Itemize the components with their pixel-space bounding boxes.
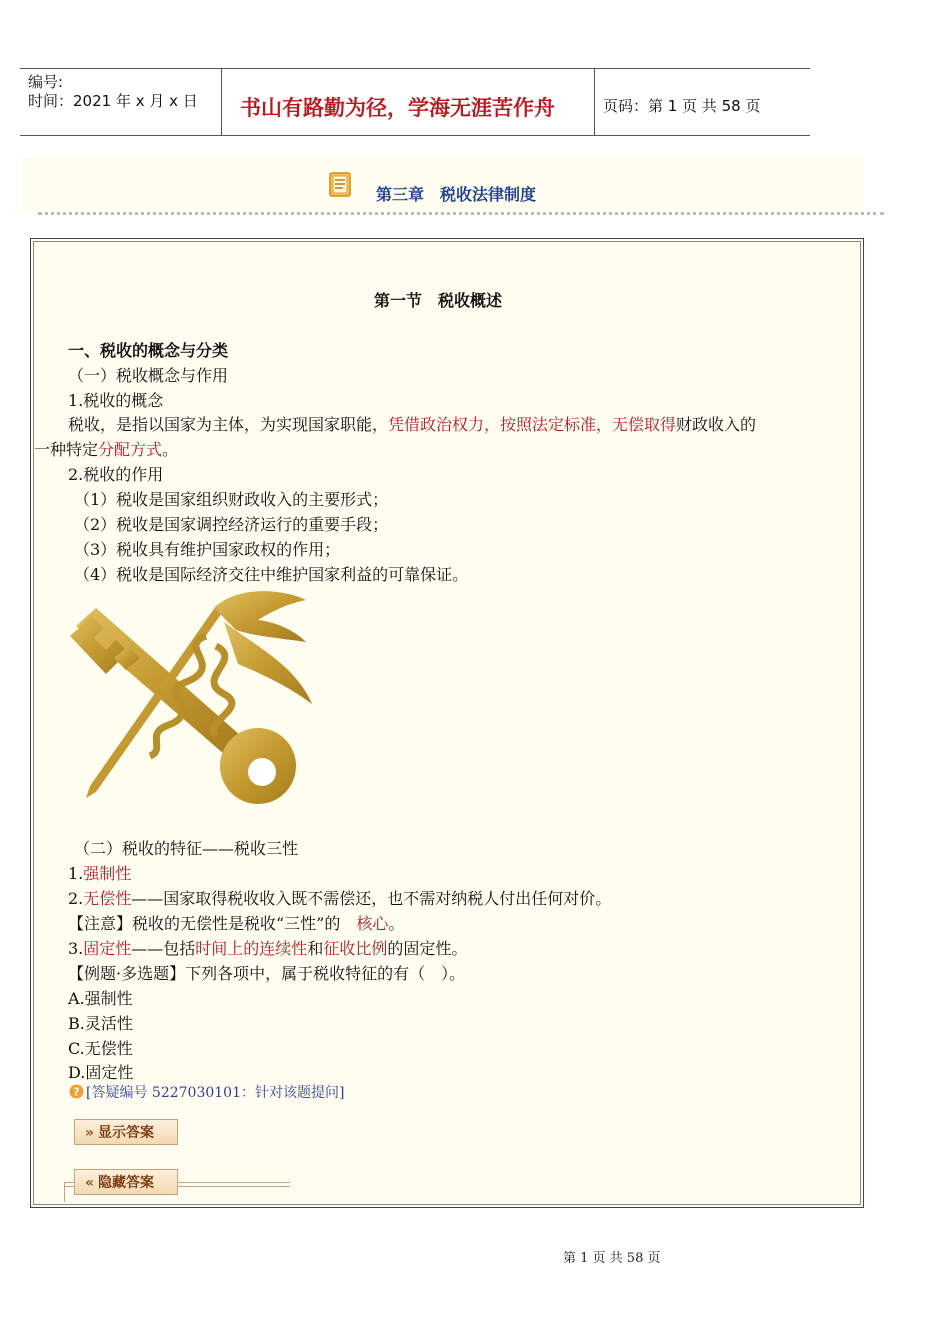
page-footer: 第 1 页 共 58 页 [563,1251,661,1266]
double-chevron-right-icon: » [85,1125,95,1141]
question-mark-icon[interactable] [69,1084,84,1099]
hide-answer-label: 隐藏答案 [98,1175,155,1191]
svg-text:?: ? [73,1085,80,1099]
header-top-border [20,68,810,69]
feature-1 [68,863,131,885]
option-item: D.固定性 [68,1063,134,1082]
role-item: （3）税收具有维护国家政权的作用； [74,540,341,559]
chapter-title: 第三章 税收法律制度 [376,185,537,204]
feature-3 [68,938,467,960]
concept-text-a: 税收，是指以国家为主体，为实现国家职能， [68,415,389,434]
concept-number: 1.税收的概念 [68,391,164,410]
page-info: 页码：第 1 页 共 58 页 [603,97,761,115]
note-text-b: 。 [388,914,405,933]
option-item: B.灵活性 [68,1014,133,1033]
heading-1: 一、税收的概念与分类 [68,341,229,360]
feature-3-number: 3. [68,939,84,958]
option-item: C.无偿性 [68,1039,133,1058]
concept-highlight-2: 分配方式 [98,440,163,459]
feature-3-highlight-2: 征收比例 [323,939,388,958]
option-item: A.强制性 [68,989,133,1008]
role-number: 2.税收的作用 [68,465,164,484]
header-divider-1 [221,68,222,136]
dotted-divider [38,212,884,215]
feature-1-number: 1. [68,864,84,883]
header-bottom-border [20,135,810,136]
number-label: 编号: [28,73,64,91]
concept-text-line-2 [34,439,178,461]
show-answer-label: 显示答案 [98,1125,155,1141]
question-link[interactable]: [答疑编号 5227030101：针对该题提问] [86,1085,345,1101]
example-question: 【例题·多选题】下列各项中，属于税收特征的有（ ）。 [68,964,466,983]
feature-3-text-c: 的固定性。 [387,939,468,958]
section-title: 第一节 税收概述 [374,291,503,310]
role-item: （2）税收是国家调控经济运行的重要手段； [74,515,389,534]
show-answer-button[interactable] [74,1119,178,1145]
header-divider-2 [594,68,595,136]
concept-text-b: 财政收入的 [676,415,757,434]
concept-text-d: 。 [162,440,179,459]
feature-1-label: 强制性 [83,864,132,883]
role-item: （4）税收是国际经济交往中维护国家利益的可靠保证。 [74,565,469,584]
feature-3-text-a: ——包括 [131,939,196,958]
feature-3-label: 固定性 [83,939,132,958]
role-item: （1）税收是国家组织财政收入的主要形式； [74,490,389,509]
answer-panel-left-edge [64,1182,65,1202]
feature-2-number: 2. [68,889,84,908]
time-label: 时间：2021 年 x 月 x 日 [28,92,198,110]
feature-2-label: 无偿性 [83,889,132,908]
concept-highlight-1: 凭借政治权力，按照法定标准，无偿取得 [388,415,677,434]
note-text-a: 【注意】税收的无偿性是税收“三性”的 [68,914,357,933]
concept-text-c: 一种特定 [34,440,99,459]
hide-answer-button[interactable] [74,1169,178,1195]
note-highlight: 核心 [356,914,389,933]
customs-key-caduceus-emblem-icon [66,586,316,818]
concept-text-line-1 [68,414,756,436]
subheading-1: （一）税收概念与作用 [68,366,229,385]
double-chevron-up-icon: « [85,1175,95,1191]
header-motto: 书山有路勤为径，学海无涯苦作舟 [240,96,555,120]
subheading-2: （二）税收的特征——税收三性 [74,839,299,858]
feature-2 [68,888,611,910]
feature-2-text: ——国家取得税收收入既不需偿还，也不需对纳税人付出任何对价。 [131,889,612,908]
feature-3-text-b: 和 [307,939,324,958]
document-icon [328,172,354,198]
feature-3-highlight-1: 时间上的连续性 [195,939,308,958]
note-line [68,913,404,935]
